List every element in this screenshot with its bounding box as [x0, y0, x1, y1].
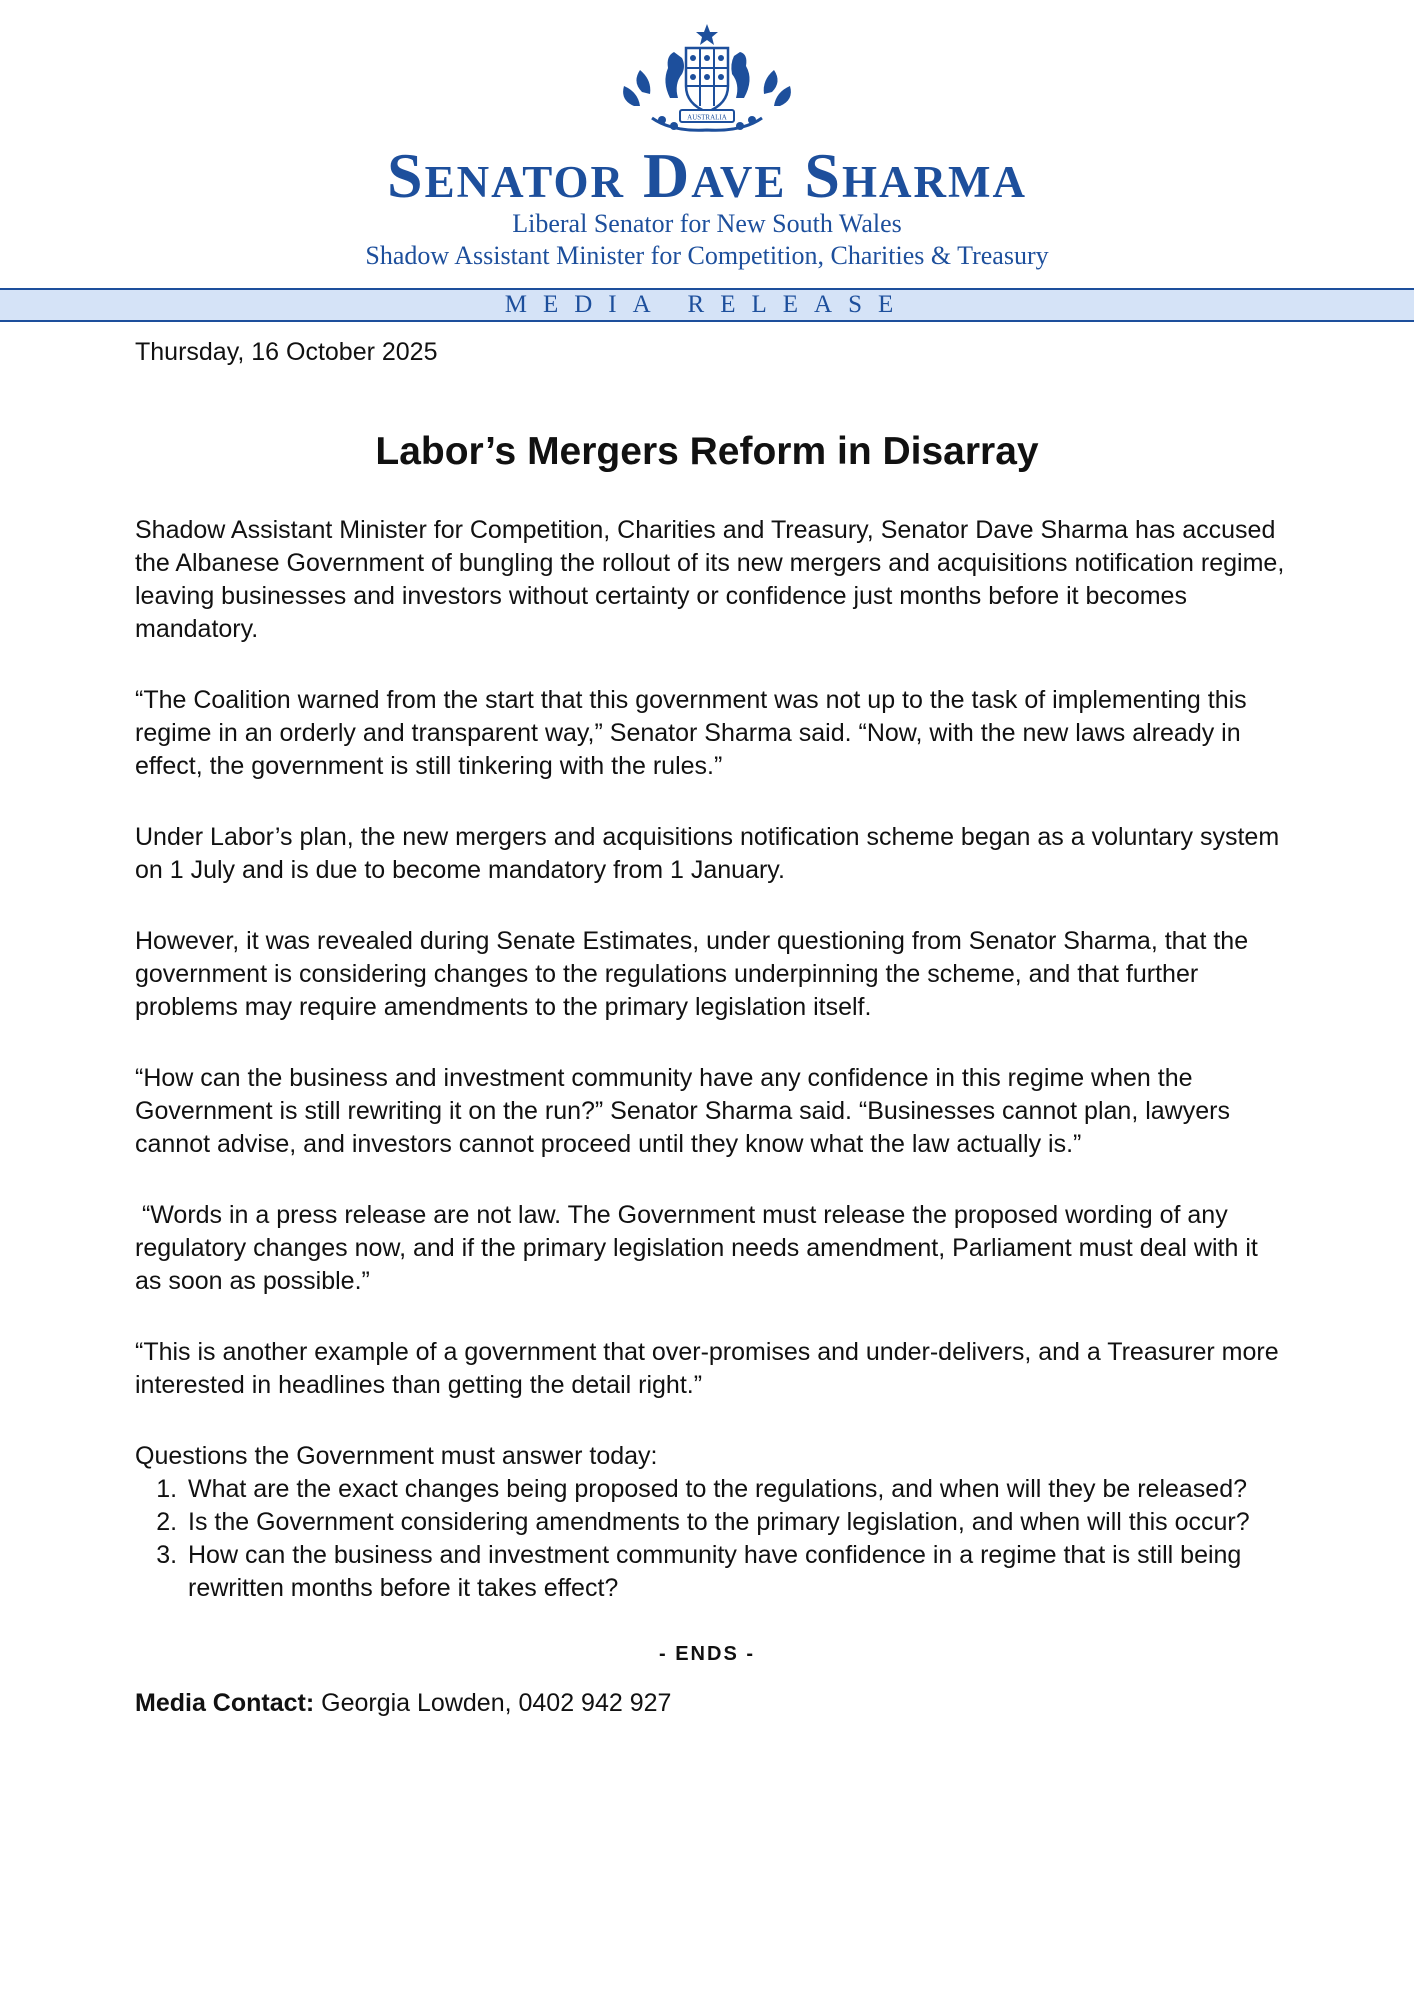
- release-date: Thursday, 16 October 2025: [135, 338, 438, 366]
- star-icon: [696, 24, 718, 45]
- media-contact-label: Media Contact:: [135, 1689, 315, 1717]
- paragraph: “This is another example of a government that over-promises and under-delivers, and a Treasurer more interested in headlines than getting the detail right.”: [135, 1338, 1279, 1399]
- media-release-label: MEDIA RELEASE: [504, 291, 910, 318]
- media-release-band: [0, 288, 1414, 322]
- senator-name: Senator Dave Sharma: [387, 140, 1027, 211]
- paragraph: “The Coalition warned from the start that this government was not up to the task of implementing this regime in an orderly and transparent way,” Senator Sharma said. “Now, with the new laws already in effect, the government is still tinkering with the rules.”: [135, 686, 1247, 780]
- question-item: 1. What are the exact changes being proposed to the regulations, and when will they be released?: [184, 1473, 1285, 1506]
- ends-marker: - ENDS -: [659, 1643, 755, 1665]
- media-contact: [135, 1687, 1285, 1720]
- release-headline: Labor’s Mergers Reform in Disarray: [375, 430, 1039, 473]
- paragraph: However, it was revealed during Senate Estimates, under questioning from Senator Sharma, that the government is considering changes to the regulations underpinning the scheme, and that further problems may require amendments to the primary legislation itself.: [135, 927, 1249, 1021]
- crest-banner-text: AUSTRALIA: [687, 113, 727, 122]
- release-body: [135, 336, 1285, 1720]
- paragraph: Shadow Assistant Minister for Competition, Charities and Treasury, Senator Dave Sharma has accused the Albanese Government of bungling the rollout of its new mergers and acquisitions notification regime, leaving businesses and investors without certainty or confidence just months before it becomes mandatory.: [135, 516, 1285, 643]
- paragraph: “Words in a press release are not law. The Government must release the proposed wording of any regulatory changes now, and if the primary legislation needs amendment, Parliament must deal with it as soon as possible.”: [135, 1201, 1265, 1295]
- question-item: 2. Is the Government considering amendments to the primary legislation, and when will this occur?: [184, 1506, 1285, 1539]
- questions-list: [135, 1473, 1285, 1605]
- paragraph: Under Labor’s plan, the new mergers and acquisitions notification scheme began as a voluntary system on 1 July and is due to become mandatory from 1 January.: [135, 823, 1280, 884]
- shadow-minister-role: Shadow Assistant Minister for Competition, Charities & Treasury: [365, 241, 1049, 270]
- senator-role: Liberal Senator for New South Wales: [512, 209, 902, 238]
- paragraph: “How can the business and investment community have any confidence in this regime when the Government is still rewriting it on the run?” Senator Sharma said. “Businesses cannot plan, lawyers cannot advise, and investors cannot proceed until they know what the law actually is.”: [135, 1064, 1230, 1158]
- question-item: 3. How can the business and investment community have confidence in a regime that is still being rewritten months before it takes effect?: [184, 1539, 1285, 1605]
- questions-intro: Questions the Government must answer today:: [135, 1442, 658, 1470]
- media-contact-details: Georgia Lowden, 0402 942 927: [314, 1689, 672, 1717]
- coat-of-arms-crest: [612, 22, 802, 140]
